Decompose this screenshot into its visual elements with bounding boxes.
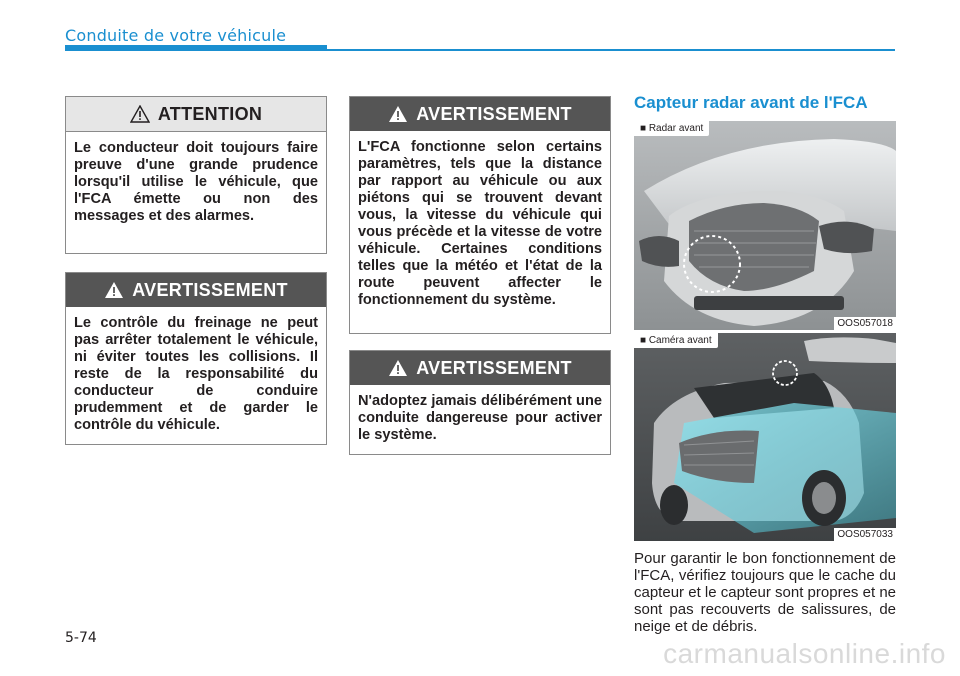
- camera-photo: [634, 333, 896, 541]
- warning-brake-header: [66, 273, 326, 307]
- radar-car-illustration: [634, 121, 896, 330]
- header-rule-thin: [327, 49, 895, 51]
- attention-header: [66, 97, 326, 132]
- attention-title: ATTENTION: [157, 103, 263, 124]
- page-number: 5-74: [65, 630, 97, 646]
- warning-params-box: [349, 96, 611, 334]
- radar-photo-code: OOS057018: [834, 317, 896, 330]
- camera-photo-label: ■ Caméra avant: [634, 333, 718, 348]
- warning-brake-title: AVERTISSEMENT: [132, 279, 288, 300]
- warning-triangle-icon: [388, 105, 408, 123]
- maintenance-paragraph: Pour garantir le bon fonctionnement de l'FCA, vérifiez toujours que le cache du capteur et le capteur sont propres et ne sont pas recouverts de salissures, de neige et de débris.: [634, 550, 896, 635]
- warning-triangle-icon: [388, 359, 408, 377]
- warning-params-header: [350, 97, 610, 131]
- camera-car-illustration: [634, 333, 896, 541]
- radar-photo: [634, 121, 896, 330]
- warning-deliberate-title: AVERTISSEMENT: [416, 357, 572, 378]
- warning-params-text: L'FCA fonctionne selon certains paramètres, tels que la distance par rapport au véhicule ou aux piétons qui se trouvent devant vous, la vitesse du véhicule qui vous précède et la vitesse de votre véhicule. Certaines conditions telles que la météo et l'état de la route peuvent affecter le fonctionnement du système.: [358, 139, 602, 308]
- camera-photo-code: OOS057033: [834, 528, 896, 541]
- radar-section-heading: Capteur radar avant de l'FCA: [634, 93, 868, 112]
- warning-brake-text: Le contrôle du freinage ne peut pas arrêter totalement le véhicule, ni éviter toutes les collisions. Il reste de la responsabilité du conducteur de conduire prudemment et de garder le contrôle du véhicule.: [74, 315, 318, 433]
- attention-box: [65, 96, 327, 254]
- warning-deliberate-header: [350, 351, 610, 385]
- warning-triangle-icon: [130, 105, 150, 123]
- attention-text: Le conducteur doit toujours faire preuve d'une grande prudence lorsqu'il utilise le véhicule, que l'FCA émette ou non des messages et des alarmes.: [74, 140, 318, 224]
- section-title: Conduite de votre véhicule: [65, 26, 287, 45]
- warning-deliberate-text: N'adoptez jamais délibérément une conduite dangereuse pour activer le système.: [358, 393, 602, 443]
- warning-brake-box: [65, 272, 327, 445]
- warning-deliberate-box: [349, 350, 611, 455]
- watermark: carmanualsonline.info: [663, 638, 946, 669]
- header-rule-thick: [65, 45, 327, 51]
- warning-triangle-icon: [104, 281, 124, 299]
- warning-params-title: AVERTISSEMENT: [416, 103, 572, 124]
- radar-photo-label: ■ Radar avant: [634, 121, 709, 136]
